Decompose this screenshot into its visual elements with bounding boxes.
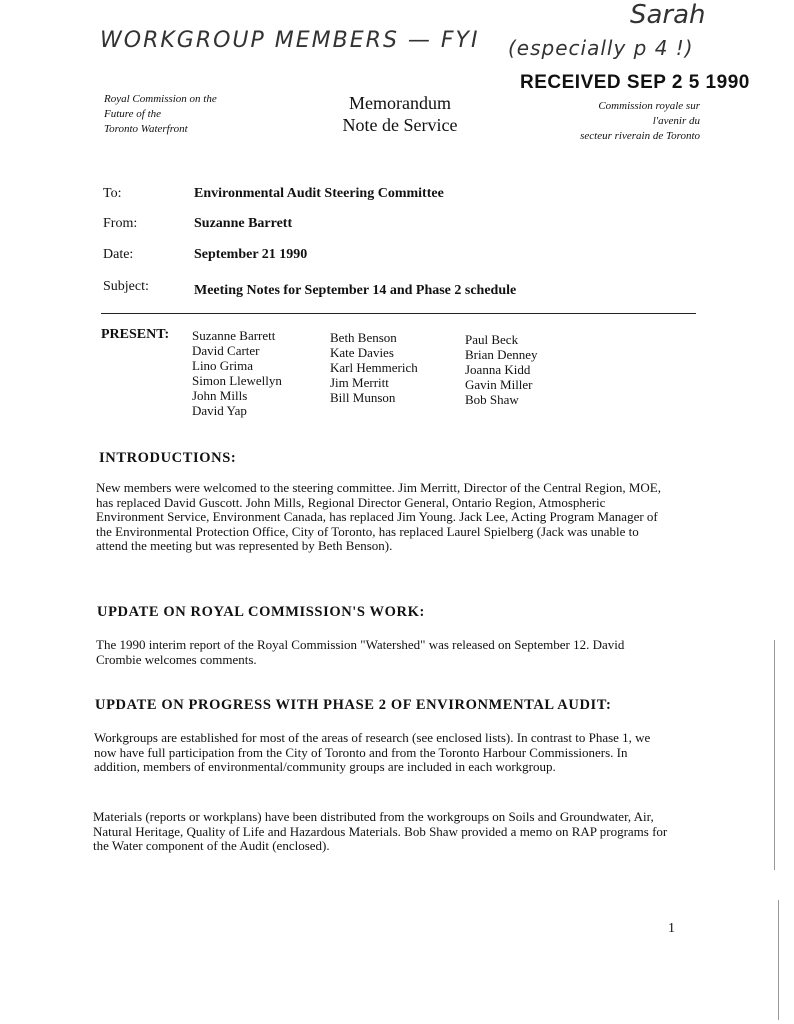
present-label: PRESENT: <box>101 327 170 342</box>
section-heading-introductions: INTRODUCTIONS: <box>99 450 237 466</box>
attendee-name: Brian Denney <box>465 347 538 362</box>
subject-label: Subject: <box>103 279 149 294</box>
header-divider <box>101 313 696 314</box>
handwritten-note: WORKGROUP MEMBERS — FYI <box>100 28 480 53</box>
memo-title-fr: Note de Service <box>342 115 458 135</box>
attendee-name: John Mills <box>192 388 248 403</box>
attendee-name: Lino Grima <box>192 358 254 373</box>
memo-title-en: Memorandum <box>349 93 451 113</box>
org-fr-line: Commission royale sur <box>598 100 700 112</box>
from-label: From: <box>103 216 138 231</box>
organization-french <box>540 99 700 144</box>
date-label: Date: <box>103 247 134 262</box>
section-heading-phase2-update: UPDATE ON PROGRESS WITH PHASE 2 OF ENVIRONMENTAL AUDIT: <box>95 697 612 713</box>
attendee-column-2 <box>330 330 418 405</box>
attendee-name: Bill Munson <box>330 390 396 405</box>
scan-edge-artifact <box>774 640 775 870</box>
org-en-line: Toronto Waterfront <box>104 123 188 135</box>
commission-update-paragraph: The 1990 interim report of the Royal Commission "Watershed" was released on September 12. David Crombie welcomes comments. <box>96 637 625 667</box>
handwritten-name: Sarah <box>630 0 706 30</box>
attendee-column-3 <box>465 332 538 407</box>
org-fr-line: l'avenir du <box>652 115 700 127</box>
handwritten-note-paren: (especially p 4 !) <box>508 36 694 60</box>
attendee-name: Karl Hemmerich <box>330 360 418 375</box>
attendee-column-1 <box>192 328 282 418</box>
attendee-name: David Yap <box>192 403 247 418</box>
to-label: To: <box>103 186 122 201</box>
org-en-line: Royal Commission on the <box>104 93 217 105</box>
attendee-name: Gavin Miller <box>465 377 533 392</box>
scan-edge-artifact <box>778 900 779 1020</box>
attendee-name: David Carter <box>192 343 260 358</box>
attendee-name: Suzanne Barrett <box>192 328 276 343</box>
attendee-name: Beth Benson <box>330 330 397 345</box>
page-number: 1 <box>668 921 675 936</box>
introductions-paragraph: New members were welcomed to the steering committee. Jim Merritt, Director of the Central Region, MOE, has replaced David Guscott. John Mills, Regional Director General, Ontario Region, Atmospheric Environment Service, Environment Canada, has replaced Jim Young. Jack Lee, Acting Program Manager of the Environmental Protection Office, City of Toronto, has replaced Laurel Spielberg (Jack was unable to attend the meeting but was represented by Beth Benson). <box>96 480 661 553</box>
attendee-name: Bob Shaw <box>465 392 519 407</box>
to-value: Environmental Audit Steering Committee <box>194 186 444 201</box>
attendee-name: Simon Llewellyn <box>192 373 282 388</box>
date-value: September 21 1990 <box>194 247 308 262</box>
section-heading-commission-update: UPDATE ON ROYAL COMMISSION'S WORK: <box>97 604 425 620</box>
received-stamp: RECEIVED SEP 2 5 1990 <box>520 72 750 93</box>
attendee-name: Joanna Kidd <box>465 362 531 377</box>
from-value: Suzanne Barrett <box>194 216 293 231</box>
attendee-name: Paul Beck <box>465 332 519 347</box>
phase2-paragraph-2: Materials (reports or workplans) have been distributed from the workgroups on Soils and Groundwater, Air, Natural Heritage, Quality of Life and Hazardous Materials. Bob Shaw provided a memo on RAP programs for the Water component of the Audit (enclosed). <box>93 809 668 853</box>
org-en-line: Future of the <box>104 108 162 120</box>
memo-title <box>320 92 480 136</box>
organization-english <box>104 92 274 137</box>
org-fr-line: secteur riverain de Toronto <box>580 130 700 142</box>
subject-value: Meeting Notes for September 14 and Phase 2 schedule <box>194 283 517 298</box>
phase2-paragraph-1: Workgroups are established for most of the areas of research (see enclosed lists). In contrast to Phase 1, we now have full participation from the City of Toronto and from the Toronto Harbour Commissioners. In addition, members of environmental/community groups are included in each workgroup. <box>94 730 651 774</box>
attendee-name: Kate Davies <box>330 345 394 360</box>
attendee-name: Jim Merritt <box>330 375 389 390</box>
